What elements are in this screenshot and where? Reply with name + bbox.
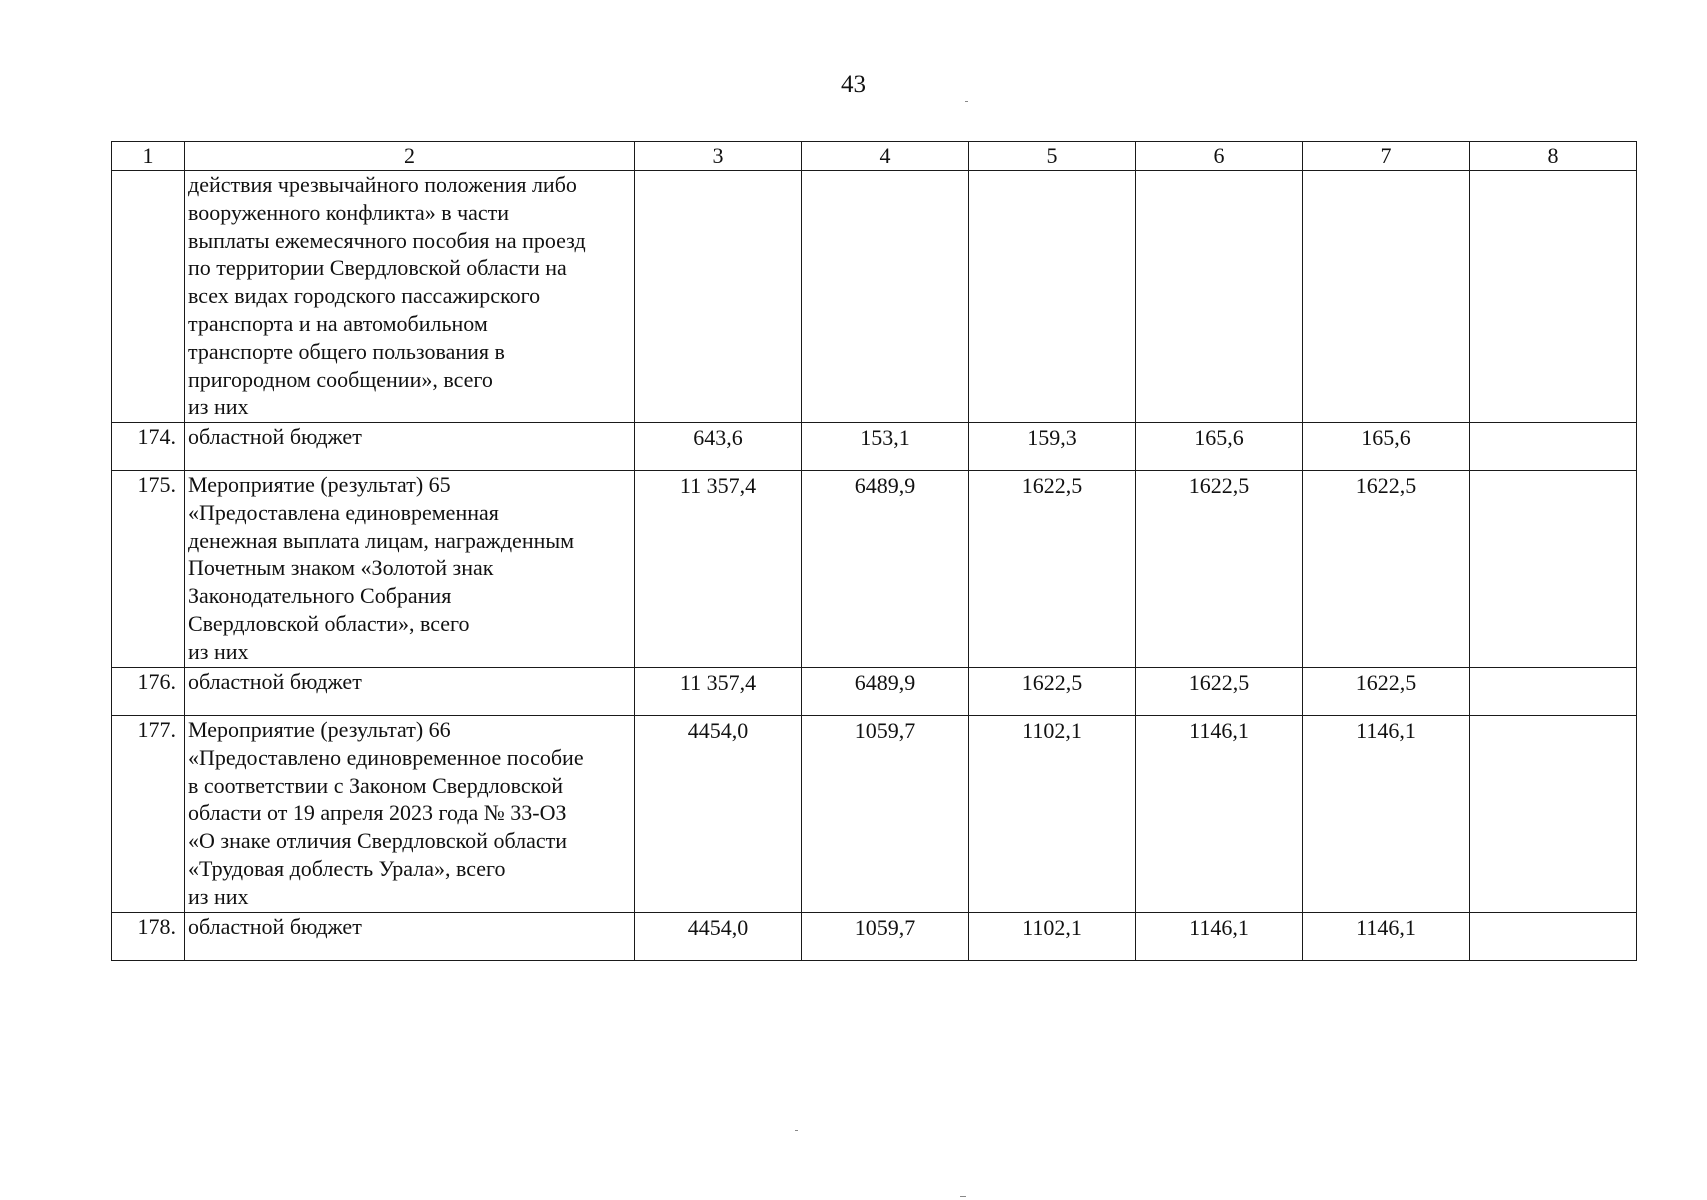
description-line: области от 19 апреля 2023 года № 33-ОЗ (188, 800, 567, 826)
row-number: 177. (112, 716, 185, 913)
value-col-4: 6489,9 (802, 668, 969, 716)
description-line: из них (188, 394, 249, 420)
description-line: вооруженного конфликта» в части (188, 199, 510, 225)
description-line: областной бюджет (188, 669, 362, 694)
column-header-6: 6 (1136, 142, 1303, 171)
row-description (185, 423, 635, 471)
description-line: всех видах городского пассажирского (188, 283, 541, 309)
value-col-7 (1303, 171, 1470, 423)
value-col-4: 1059,7 (802, 913, 969, 961)
description-line: «Трудовая доблесть Урала», всего (188, 855, 506, 881)
table-header-row (112, 142, 1637, 171)
description-line: выплаты ежемесячного пособия на проезд (188, 227, 586, 253)
column-header-8: 8 (1470, 142, 1637, 171)
description-line: областной бюджет (188, 914, 362, 939)
value-col-3: 4454,0 (635, 913, 802, 961)
value-col-8 (1470, 913, 1637, 961)
column-header-3: 3 (635, 142, 802, 171)
value-col-5: 1622,5 (969, 471, 1136, 668)
row-description (185, 171, 635, 423)
value-col-6: 1146,1 (1136, 913, 1303, 961)
value-col-5: 1622,5 (969, 668, 1136, 716)
description-line: из них (188, 883, 249, 909)
value-col-3: 643,6 (635, 423, 802, 471)
value-col-6: 165,6 (1136, 423, 1303, 471)
description-line: «Предоставлена единовременная (188, 499, 499, 525)
column-header-7: 7 (1303, 142, 1470, 171)
description-line: действия чрезвычайного положения либо (188, 172, 577, 197)
column-header-2: 2 (185, 142, 635, 171)
description-line: из них (188, 638, 249, 664)
table-row (112, 668, 1637, 716)
value-col-3 (635, 171, 802, 423)
description-line: «Предоставлено единовременное пособие (188, 744, 584, 770)
description-line: транспорте общего пользования в (188, 338, 505, 364)
table-row (112, 171, 1637, 423)
value-col-3: 4454,0 (635, 716, 802, 913)
table-row (112, 913, 1637, 961)
description-line: денежная выплата лицам, награжденным (188, 527, 575, 553)
row-number: 176. (112, 668, 185, 716)
table-row (112, 471, 1637, 668)
row-description (185, 913, 635, 961)
description-line: Мероприятие (результат) 65 (188, 472, 451, 497)
row-description (185, 471, 635, 668)
description-line: Законодательного Собрания (188, 583, 452, 609)
scan-speck (965, 101, 968, 102)
value-col-8 (1470, 171, 1637, 423)
value-col-4: 6489,9 (802, 471, 969, 668)
value-col-6: 1622,5 (1136, 471, 1303, 668)
description-line: в соответствии с Законом Свердловской (188, 772, 564, 798)
value-col-5: 1102,1 (969, 716, 1136, 913)
description-line: транспорта и на автомобильном (188, 310, 488, 336)
description-line: пригородном сообщении», всего (188, 366, 493, 392)
description-line: Свердловской области», всего (188, 610, 470, 636)
table-row (112, 423, 1637, 471)
column-header-1: 1 (112, 142, 185, 171)
page-number: 43 (841, 71, 866, 98)
value-col-8 (1470, 471, 1637, 668)
column-header-5: 5 (969, 142, 1136, 171)
value-col-8 (1470, 716, 1637, 913)
value-col-4: 1059,7 (802, 716, 969, 913)
value-col-6: 1622,5 (1136, 668, 1303, 716)
value-col-3: 11 357,4 (635, 668, 802, 716)
scan-speck (960, 1196, 966, 1197)
row-number: 178. (112, 913, 185, 961)
value-col-7: 1146,1 (1303, 716, 1470, 913)
value-col-7: 1146,1 (1303, 913, 1470, 961)
column-header-4: 4 (802, 142, 969, 171)
row-description (185, 716, 635, 913)
value-col-8 (1470, 423, 1637, 471)
description-line: «О знаке отличия Свердловской области (188, 828, 567, 854)
table-row (112, 716, 1637, 913)
value-col-7: 1622,5 (1303, 471, 1470, 668)
row-number: 175. (112, 471, 185, 668)
value-col-5 (969, 171, 1136, 423)
value-col-7: 1622,5 (1303, 668, 1470, 716)
description-line: областной бюджет (188, 424, 362, 449)
row-number: 174. (112, 423, 185, 471)
value-col-4 (802, 171, 969, 423)
value-col-4: 153,1 (802, 423, 969, 471)
value-col-5: 1102,1 (969, 913, 1136, 961)
scan-speck (795, 1130, 798, 1131)
value-col-3: 11 357,4 (635, 471, 802, 668)
row-number (112, 171, 185, 423)
value-col-8 (1470, 668, 1637, 716)
description-line: Мероприятие (результат) 66 (188, 717, 451, 742)
description-line: по территории Свердловской области на (188, 255, 567, 281)
value-col-6: 1146,1 (1136, 716, 1303, 913)
budget-table (111, 141, 1637, 961)
description-line: Почетным знаком «Золотой знак (188, 555, 494, 581)
row-description (185, 668, 635, 716)
value-col-6 (1136, 171, 1303, 423)
value-col-7: 165,6 (1303, 423, 1470, 471)
value-col-5: 159,3 (969, 423, 1136, 471)
